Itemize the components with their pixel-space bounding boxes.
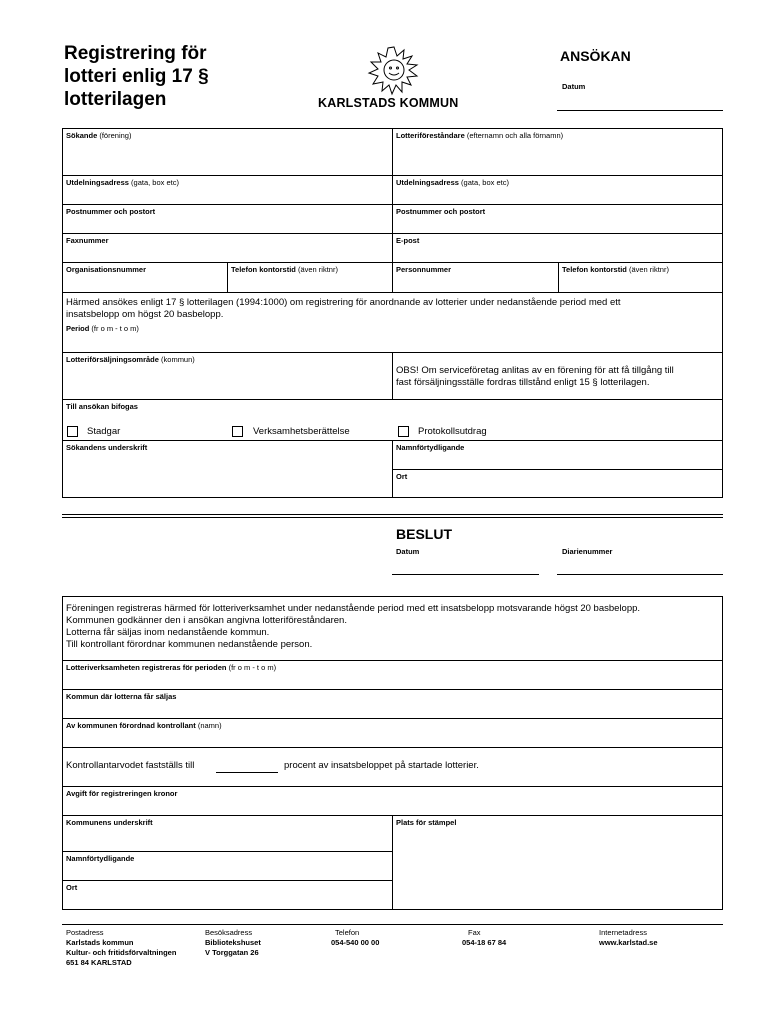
- column-divider: [392, 128, 393, 292]
- title-line: lotterilagen: [64, 89, 167, 110]
- statement-line: insatsbelopp om högst 20 basbelopp.: [66, 309, 224, 320]
- field-label: Ort: [66, 883, 78, 892]
- sokande-field[interactable]: [66, 131, 131, 141]
- column-divider: [392, 352, 393, 399]
- postnummer-field[interactable]: [66, 207, 155, 217]
- utdelningsadress-field-2[interactable]: [396, 178, 509, 188]
- registreringsperiod-field[interactable]: [66, 663, 276, 673]
- footer-besoksadress: [205, 928, 261, 958]
- footer-line: 054-540 00 00: [331, 938, 380, 947]
- field-label: Utdelningsadress: [396, 178, 459, 187]
- field-hint: (även riktnr): [295, 265, 338, 274]
- beslut-ort-field[interactable]: [66, 883, 77, 893]
- field-label: Lotteriförsäljningsområde: [66, 355, 159, 364]
- utdelningsadress-field[interactable]: [66, 178, 179, 188]
- divider: [62, 851, 392, 852]
- ansokan-heading: ANSÖKAN: [560, 48, 631, 64]
- divider: [62, 880, 392, 881]
- diarienummer-field[interactable]: [557, 574, 723, 575]
- stadgar-label: Stadgar: [87, 426, 121, 437]
- footer-label: Telefon: [335, 928, 360, 937]
- obs-line: OBS! Om serviceföretag anlitas av en förening för att få tillgång till: [396, 365, 674, 376]
- decision-statement: [66, 603, 721, 651]
- field-label: Sökandens underskrift: [66, 443, 148, 452]
- footer-label: Fax: [468, 928, 481, 937]
- field-hint: (kommun): [158, 355, 195, 364]
- field-label: Kommun där lotterna får säljas: [66, 692, 177, 701]
- stampel-area: Plats för stämpel: [396, 818, 457, 827]
- field-label: Lotteriföreståndare: [396, 131, 465, 140]
- field-label: Kommunens underskrift: [66, 818, 153, 827]
- divider: [62, 399, 723, 400]
- forestandare-field[interactable]: [396, 131, 563, 141]
- footer-fax: [462, 928, 507, 948]
- document-title: [64, 42, 324, 111]
- statement-line: Härmed ansökes enligt 17 § lotterilagen (1994:1000) om registrering för anordnande av lotterier under nedanstående period med ett: [66, 297, 621, 308]
- arvode-prefix: Kontrollantarvodet fastställs till: [66, 760, 195, 771]
- sun-logo-icon: [366, 46, 422, 96]
- fax-field[interactable]: [66, 236, 109, 246]
- field-label: Namnförtydligande: [396, 443, 465, 452]
- divider: [392, 469, 723, 470]
- field-hint: (efternamn och alla förnamn): [464, 131, 564, 140]
- field-label: Faxnummer: [66, 236, 109, 245]
- footer-label: Internetadress: [599, 928, 647, 937]
- field-label: Utdelningsadress: [66, 178, 129, 187]
- verksamhetsberattelse-checkbox[interactable]: [232, 426, 243, 437]
- field-hint: (gata, box etc): [128, 178, 179, 187]
- field-label: Organisationsnummer: [66, 265, 147, 274]
- field-hint: (namn): [195, 721, 222, 730]
- field-label: Namnförtydligande: [66, 854, 135, 863]
- epost-field[interactable]: [396, 236, 419, 246]
- field-label: Avgift för registreringen kronor: [66, 789, 178, 798]
- field-hint: (gata, box etc): [458, 178, 509, 187]
- field-hint: (även riktnr): [626, 265, 669, 274]
- personnr-field[interactable]: [396, 265, 451, 275]
- footer-line: Karlstads kommun: [66, 938, 134, 947]
- field-hint: (fr o m - t o m): [89, 324, 139, 333]
- period-field[interactable]: [66, 324, 139, 334]
- field-label: Lotteriverksamheten registreras för perioden: [66, 663, 227, 672]
- footer-line: Bibliotekshuset: [205, 938, 261, 947]
- beslut-heading: BESLUT: [396, 526, 452, 542]
- verksamhetsberattelse-label: Verksamhetsberättelse: [253, 426, 350, 437]
- column-divider: [392, 815, 393, 910]
- footer-label: Postadress: [66, 928, 104, 937]
- divider: [62, 292, 723, 293]
- decision-line: Kommunen godkänner den i ansökan angivna lotteriföreståndaren.: [66, 615, 347, 626]
- protokollsutdrag-label: Protokollsutdrag: [418, 426, 487, 437]
- beslut-datum-field[interactable]: [392, 574, 539, 575]
- footer-divider: [62, 924, 723, 925]
- beslut-namnfortydligande-field[interactable]: [66, 854, 134, 864]
- field-label: Postnummer och postort: [66, 207, 156, 216]
- datum-label: Datum: [562, 82, 586, 91]
- decision-line: Lotterna får säljas inom nedanstående kommun.: [66, 627, 270, 638]
- telefon-field-2[interactable]: [562, 265, 669, 275]
- kontrollant-field[interactable]: [66, 721, 222, 731]
- footer-line: 651 84 KARLSTAD: [66, 958, 132, 967]
- divider: [62, 747, 723, 748]
- kommunens-underskrift-field[interactable]: [66, 818, 153, 828]
- column-divider: [392, 440, 393, 498]
- footer-label: Besöksadress: [205, 928, 253, 937]
- diarienummer-label: Diarienummer: [562, 547, 613, 556]
- divider: [62, 786, 723, 787]
- field-label: Postnummer och postort: [396, 207, 486, 216]
- divider: [62, 689, 723, 690]
- omrade-field[interactable]: [66, 355, 195, 365]
- obs-line: fast försäljningsställe fordras tillstånd enligt 15 § lotterilagen.: [396, 377, 650, 388]
- kommun-field[interactable]: [66, 692, 176, 702]
- decision-line: Föreningen registreras härmed för lotteriverksamhet under nedanstående period med ett insatsbelopp motsvarande högst 20 basbelopp.: [66, 603, 641, 614]
- arvode-percent-field[interactable]: [216, 772, 278, 773]
- field-label: E-post: [396, 236, 420, 245]
- divider: [62, 660, 723, 661]
- bifogas-label: Till ansökan bifogas: [66, 402, 138, 411]
- field-label: Telefon kontorstid: [231, 265, 296, 274]
- decision-line: Till kontrollant förordnar kommunen nedanstående person.: [66, 639, 313, 650]
- field-label: Period: [66, 324, 90, 333]
- section-separator: [62, 514, 723, 518]
- field-label: Ort: [396, 472, 408, 481]
- ort-field[interactable]: [396, 472, 407, 482]
- footer-line: V Torggatan 26: [205, 948, 259, 957]
- field-label: Personnummer: [396, 265, 452, 274]
- footer-line: 054-18 67 84: [462, 938, 507, 947]
- datum-field[interactable]: [557, 110, 723, 111]
- organization-name: KARLSTADS KOMMUN: [318, 96, 459, 110]
- column-divider: [558, 262, 559, 292]
- protokollsutdrag-checkbox[interactable]: [398, 426, 409, 437]
- telefon-field[interactable]: [231, 265, 338, 275]
- postnummer-field-2[interactable]: [396, 207, 485, 217]
- field-hint: (fr o m - t o m): [226, 663, 277, 672]
- obs-note: [396, 365, 721, 389]
- field-hint: (förening): [97, 131, 132, 140]
- footer-line[interactable]: www.karlstad.se: [599, 938, 658, 947]
- beslut-datum-label: Datum: [396, 547, 420, 556]
- application-statement: [66, 297, 716, 321]
- title-line: Registrering för: [64, 43, 207, 64]
- footer-postadress: [66, 928, 176, 968]
- stadgar-checkbox[interactable]: [67, 426, 78, 437]
- field-label: Sökande: [66, 131, 98, 140]
- column-divider: [227, 262, 228, 292]
- field-label: Av kommunen förordnad kontrollant: [66, 721, 196, 730]
- title-line: lotteri enlig 17 §: [64, 66, 209, 87]
- divider: [62, 718, 723, 719]
- orgnr-field[interactable]: [66, 265, 146, 275]
- field-label: Telefon kontorstid: [562, 265, 627, 274]
- footer-internet: [599, 928, 658, 948]
- avgift-field[interactable]: [66, 789, 177, 799]
- underskrift-field[interactable]: [66, 443, 147, 453]
- footer-telefon: [331, 928, 380, 948]
- footer-line: Kultur- och fritidsförvaltningen: [66, 948, 177, 957]
- arvode-suffix: procent av insatsbeloppet på startade lotterier.: [284, 760, 479, 771]
- namnfortydligande-field[interactable]: [396, 443, 464, 453]
